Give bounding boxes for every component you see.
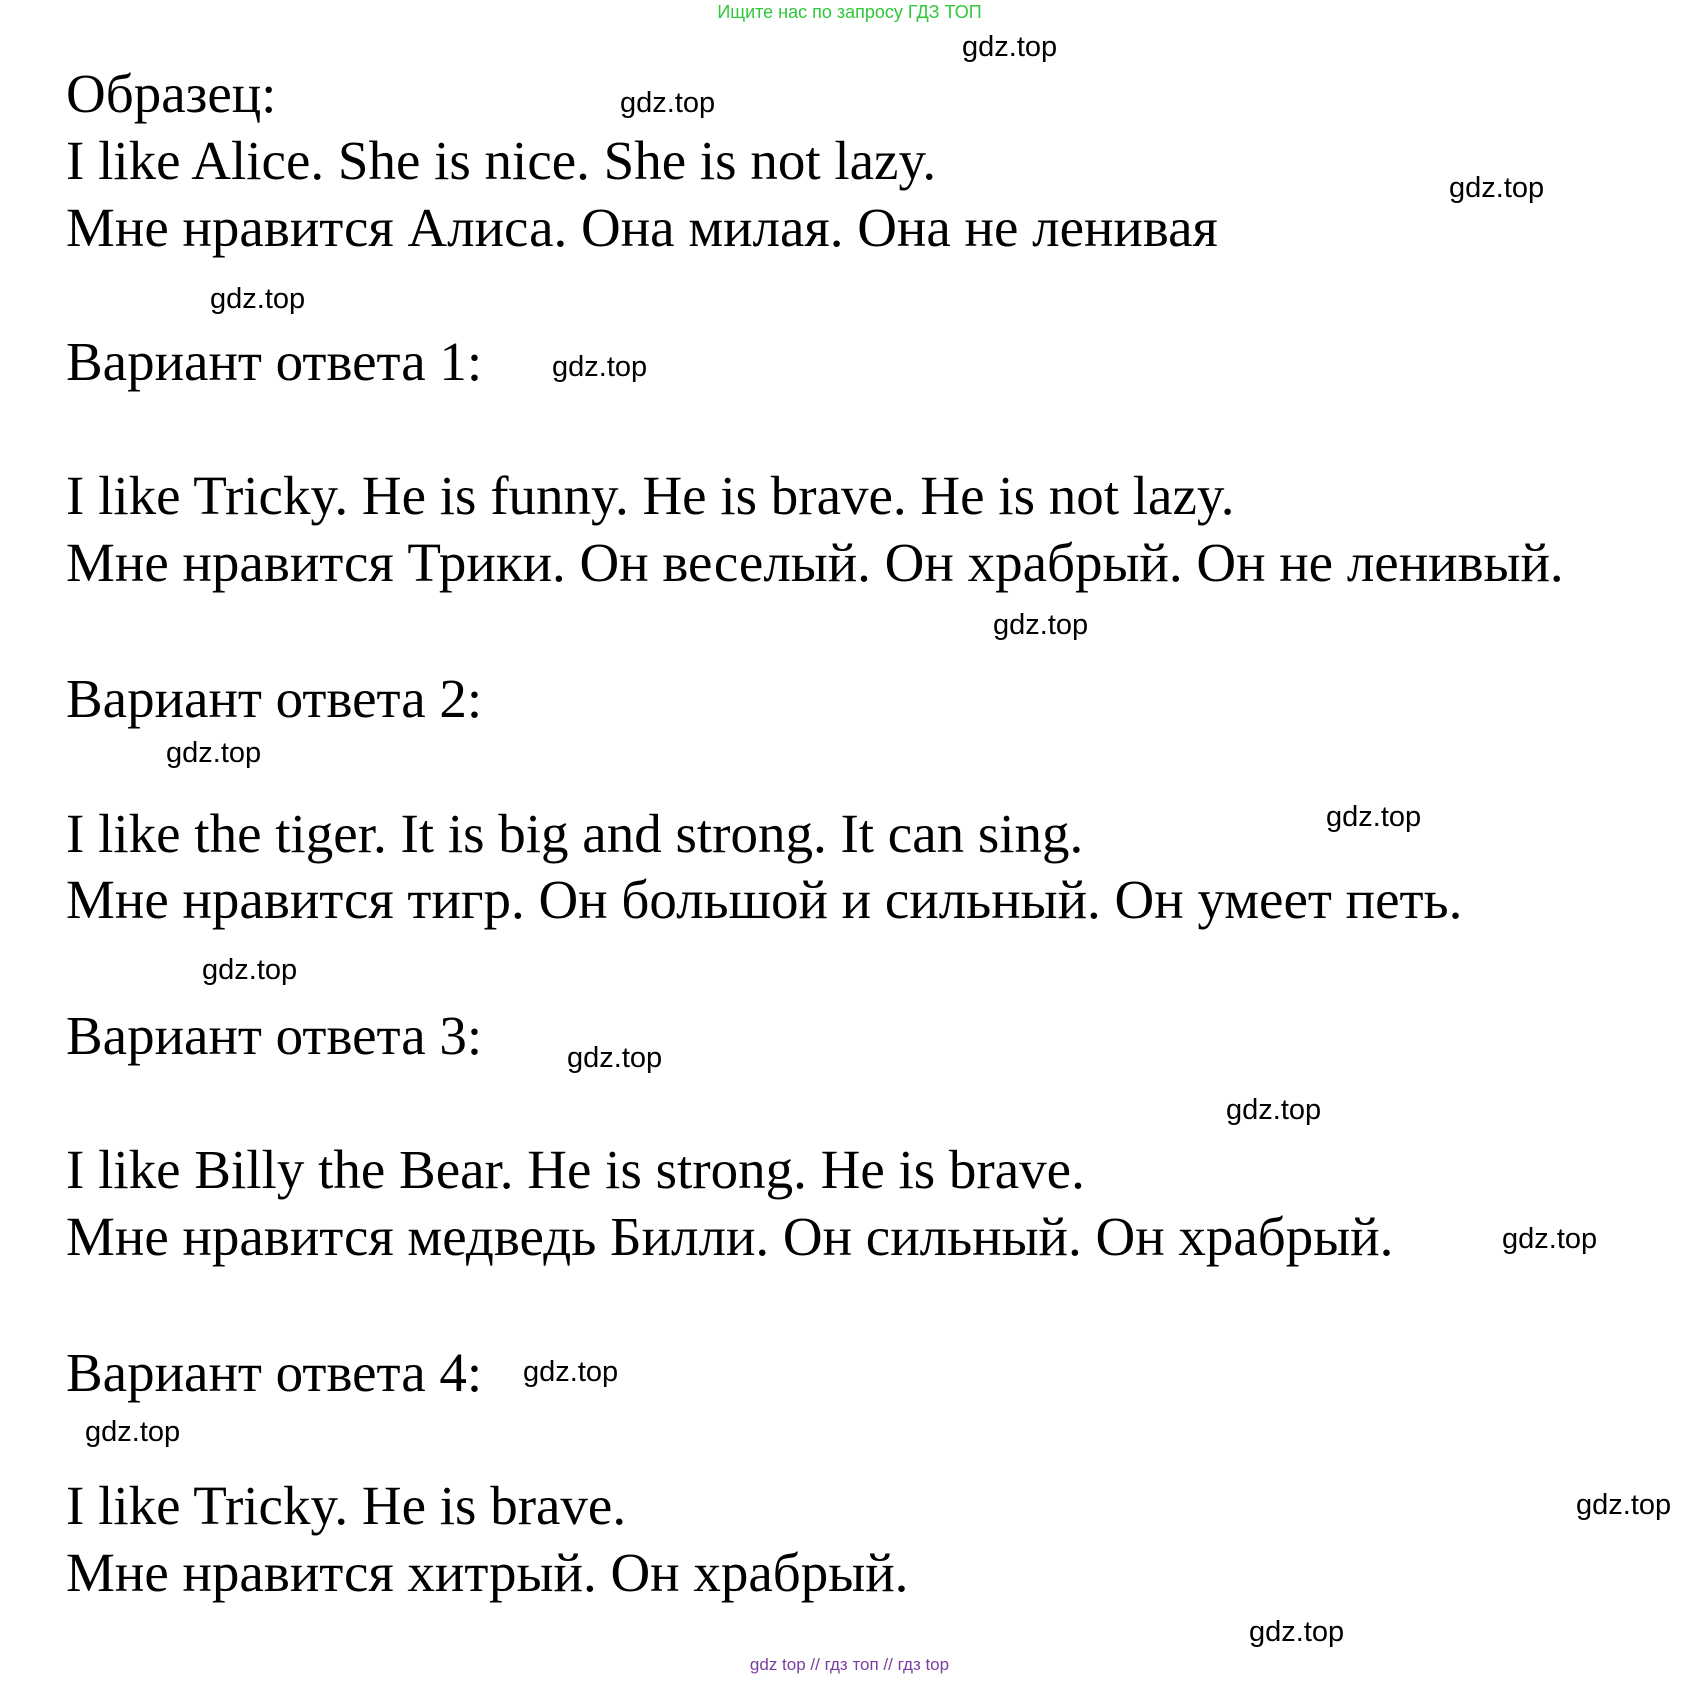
watermark: gdz.top	[1576, 1489, 1672, 1521]
watermark: gdz.top	[1249, 1616, 1345, 1648]
watermark: gdz.top	[1326, 801, 1422, 833]
sample-russian: Мне нравится Алиса. Она милая. Она не ленивая	[66, 197, 1218, 258]
answer-2-english: I like the tiger. It is big and strong. It can sing.	[66, 803, 1084, 864]
watermark: gdz.top	[85, 1416, 181, 1448]
answer-4-russian: Мне нравится хитрый. Он храбрый.	[66, 1542, 909, 1603]
header-note: Ищите нас по запросу ГДЗ ТОП	[717, 2, 982, 22]
watermark: gdz.top	[962, 31, 1058, 63]
answer-4-heading: Вариант ответа 4:	[66, 1342, 483, 1403]
watermark: gdz.top	[1502, 1223, 1598, 1255]
answer-1-english: I like Tricky. He is funny. He is brave. He is not lazy.	[66, 465, 1235, 526]
watermark: gdz.top	[210, 283, 306, 315]
answer-3-english: I like Billy the Bear. He is strong. He is brave.	[66, 1139, 1085, 1200]
watermark: gdz.top	[993, 609, 1089, 641]
watermark: gdz.top	[523, 1356, 619, 1388]
watermark: gdz.top	[1226, 1094, 1322, 1126]
answer-4-english: I like Tricky. He is brave.	[66, 1475, 627, 1536]
watermark: gdz.top	[567, 1042, 663, 1074]
footer-note: gdz top // гдз топ // гдз top	[749, 1655, 950, 1674]
answer-2-heading: Вариант ответа 2:	[66, 668, 483, 729]
watermark: gdz.top	[202, 954, 298, 986]
watermark: gdz.top	[1449, 172, 1545, 204]
watermark: gdz.top	[552, 351, 648, 383]
watermark: gdz.top	[166, 737, 262, 769]
answer-2-russian: Мне нравится тигр. Он большой и сильный. Он умеет петь.	[66, 869, 1463, 930]
watermark: gdz.top	[620, 87, 716, 119]
answer-1-russian: Мне нравится Трики. Он веселый. Он храбрый. Он не ленивый.	[66, 532, 1564, 593]
answer-1-heading: Вариант ответа 1:	[66, 331, 483, 392]
answer-3-russian: Мне нравится медведь Билли. Он сильный. Он храбрый.	[66, 1206, 1394, 1267]
sample-english: I like Alice. She is nice. She is not lazy.	[66, 130, 937, 191]
sample-heading: Образец:	[66, 63, 277, 124]
answer-3-heading: Вариант ответа 3:	[66, 1005, 483, 1066]
